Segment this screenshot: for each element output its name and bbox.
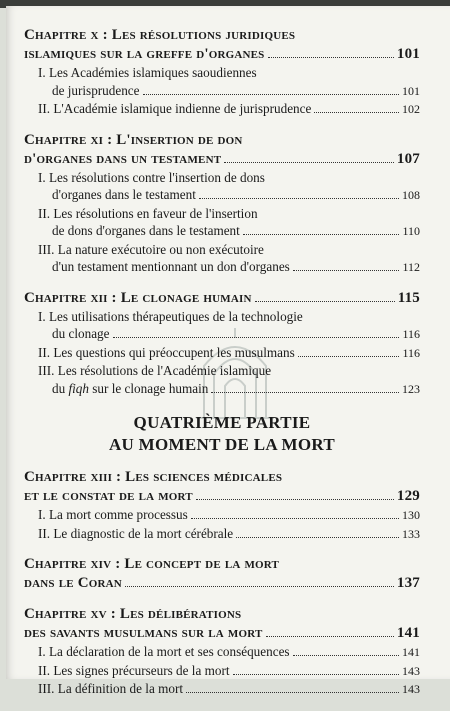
book-page bbox=[6, 6, 450, 696]
dot-leader bbox=[266, 636, 394, 637]
section-line bbox=[52, 222, 420, 241]
section-line bbox=[52, 380, 420, 399]
section-text: II. Les signes précurseurs de la mort bbox=[38, 662, 230, 678]
chapter-title-line bbox=[24, 624, 420, 643]
chapter-entry[interactable] bbox=[24, 605, 420, 699]
section-text: III. Les résolutions de l'Académie islamique bbox=[38, 363, 272, 378]
section-text-part: sur le clonage humain bbox=[89, 380, 209, 396]
chapter-title-text: Chapitre xv : Les délibérations bbox=[24, 606, 242, 622]
section-page-number: 116 bbox=[402, 327, 420, 341]
chapter-title-line bbox=[24, 150, 420, 169]
section-line bbox=[38, 525, 420, 544]
chapter-page-number: 141 bbox=[396, 625, 420, 641]
dot-leader bbox=[233, 674, 399, 675]
dot-leader bbox=[298, 356, 400, 357]
chapter-title-line bbox=[24, 468, 420, 487]
chapter-entry[interactable] bbox=[24, 131, 420, 277]
section-line bbox=[38, 643, 420, 662]
chapter-page-number: 107 bbox=[396, 150, 420, 167]
section-line bbox=[38, 680, 420, 699]
section-text: I. Les utilisations thérapeutiques de la technologie bbox=[38, 308, 303, 324]
section-list bbox=[38, 169, 420, 277]
section-text: II. Les résolutions en faveur de l'insertion bbox=[38, 205, 258, 221]
dot-leader bbox=[143, 94, 399, 95]
dot-leader bbox=[255, 301, 395, 302]
section-line bbox=[38, 64, 420, 82]
chapter-entry[interactable] bbox=[24, 289, 420, 399]
dot-leader bbox=[224, 162, 394, 163]
section-text: III. La nature exécutoire ou non exécutoire bbox=[38, 241, 264, 257]
chapter-page-number: 115 bbox=[397, 289, 420, 306]
section-text: II. Le diagnostic de la mort cérébrale bbox=[38, 525, 234, 541]
section-page-number: 141 bbox=[402, 645, 420, 659]
section-line bbox=[52, 325, 420, 344]
chapter-title-text: Chapitre xiv : Le concept de la mort bbox=[24, 556, 280, 572]
chapter-page-number: 129 bbox=[396, 488, 420, 504]
section-text: du clonage bbox=[52, 326, 110, 341]
section-text: II. Les questions qui préoccupent les musulmans bbox=[38, 344, 295, 360]
section-line bbox=[38, 662, 420, 681]
section-list bbox=[38, 506, 420, 543]
dot-leader bbox=[293, 655, 399, 656]
chapter-title-text: Chapitre xii : Le clonage humain bbox=[24, 289, 252, 306]
chapter-title-line bbox=[24, 574, 420, 593]
section-page-number: 133 bbox=[402, 526, 420, 541]
section-line bbox=[38, 506, 420, 525]
section-page-number: 112 bbox=[402, 260, 420, 274]
table-of-contents bbox=[24, 26, 420, 711]
chapter-page-number: 137 bbox=[396, 575, 420, 591]
chapter-entry[interactable] bbox=[24, 26, 420, 119]
section-list bbox=[38, 64, 420, 119]
section-line bbox=[38, 100, 420, 119]
chapter-title-text: d'organes dans un testament bbox=[24, 150, 222, 167]
chapter-title-line bbox=[24, 45, 420, 64]
section-line bbox=[38, 344, 420, 363]
section-page-number: 110 bbox=[402, 224, 420, 238]
section-text: I. Les résolutions contre l'insertion de dons bbox=[38, 169, 265, 185]
section-line bbox=[38, 241, 420, 259]
chapter-title-text: Chapitre xiii : Les sciences médicales bbox=[24, 469, 283, 485]
section-text-part: du bbox=[52, 380, 69, 396]
chapter-title-line bbox=[24, 605, 420, 624]
chapter-title-text: islamiques sur la greffe d'organes bbox=[24, 46, 265, 62]
dot-leader bbox=[199, 198, 399, 199]
dot-leader bbox=[268, 57, 394, 58]
chapter-entry[interactable] bbox=[24, 468, 420, 543]
chapter-title-text: et le constat de la mort bbox=[24, 488, 193, 504]
chapter-title-line bbox=[24, 487, 420, 506]
section-text: I. La déclaration de la mort et ses conséquences bbox=[38, 644, 290, 659]
dot-leader bbox=[191, 518, 399, 519]
section-line bbox=[52, 258, 420, 277]
section-text-italic: fiqh bbox=[68, 380, 89, 396]
section-text: III. La définition de la mort bbox=[38, 681, 184, 696]
section-text bbox=[52, 380, 208, 398]
section-text: II. L'Académie islamique indienne de jurisprudence bbox=[38, 101, 312, 116]
section-text: d'un testament mentionnant un don d'organes bbox=[52, 259, 290, 274]
section-page-number: 101 bbox=[402, 83, 420, 98]
section-page-number: 130 bbox=[402, 508, 420, 522]
chapter-title-text: Chapitre xi : L'insertion de don bbox=[24, 131, 243, 148]
part-heading bbox=[24, 412, 420, 456]
dot-leader bbox=[196, 499, 394, 500]
dot-leader bbox=[211, 392, 399, 393]
dot-leader bbox=[293, 270, 400, 271]
chapter-title-text: Chapitre x : Les résolutions juridiques bbox=[24, 27, 296, 43]
chapter-page-number: 101 bbox=[396, 46, 420, 62]
section-page-number: 102 bbox=[402, 102, 420, 116]
section-text: d'organes dans le testament bbox=[52, 187, 196, 202]
section-page-number: 143 bbox=[402, 663, 420, 678]
section-line bbox=[38, 362, 420, 380]
section-line bbox=[38, 308, 420, 326]
section-text: I. La mort comme processus bbox=[38, 507, 188, 522]
dot-leader bbox=[236, 537, 399, 538]
dot-leader bbox=[125, 586, 394, 587]
chapter-title-line bbox=[24, 289, 420, 308]
chapter-title-line bbox=[24, 26, 420, 45]
section-text: I. Les Académies islamiques saoudiennes bbox=[38, 65, 257, 80]
section-text: de dons d'organes dans le testament bbox=[52, 223, 240, 238]
section-page-number: 108 bbox=[402, 188, 420, 202]
dot-leader bbox=[243, 234, 400, 235]
section-page-number: 116 bbox=[402, 345, 420, 360]
dot-leader bbox=[113, 337, 400, 338]
chapter-title-text: dans le Coran bbox=[24, 575, 122, 591]
section-list bbox=[38, 643, 420, 699]
section-list bbox=[38, 308, 420, 399]
chapter-entry[interactable] bbox=[24, 555, 420, 593]
part-subtitle-line: AU MOMENT DE LA MORT bbox=[108, 435, 336, 454]
section-text: de jurisprudence bbox=[52, 82, 140, 98]
section-line bbox=[38, 205, 420, 223]
part-title-line: QUATRIÈME PARTIE bbox=[133, 413, 311, 432]
section-page-number: 143 bbox=[402, 682, 420, 696]
section-line bbox=[52, 82, 420, 101]
chapter-title-text: des savants musulmans sur la mort bbox=[24, 625, 263, 641]
dot-leader bbox=[314, 112, 399, 113]
dot-leader bbox=[186, 692, 399, 693]
section-line bbox=[52, 186, 420, 205]
section-line bbox=[38, 169, 420, 187]
section-page-number: 123 bbox=[402, 381, 420, 396]
chapter-title-line bbox=[24, 555, 420, 574]
chapter-title-line bbox=[24, 131, 420, 150]
